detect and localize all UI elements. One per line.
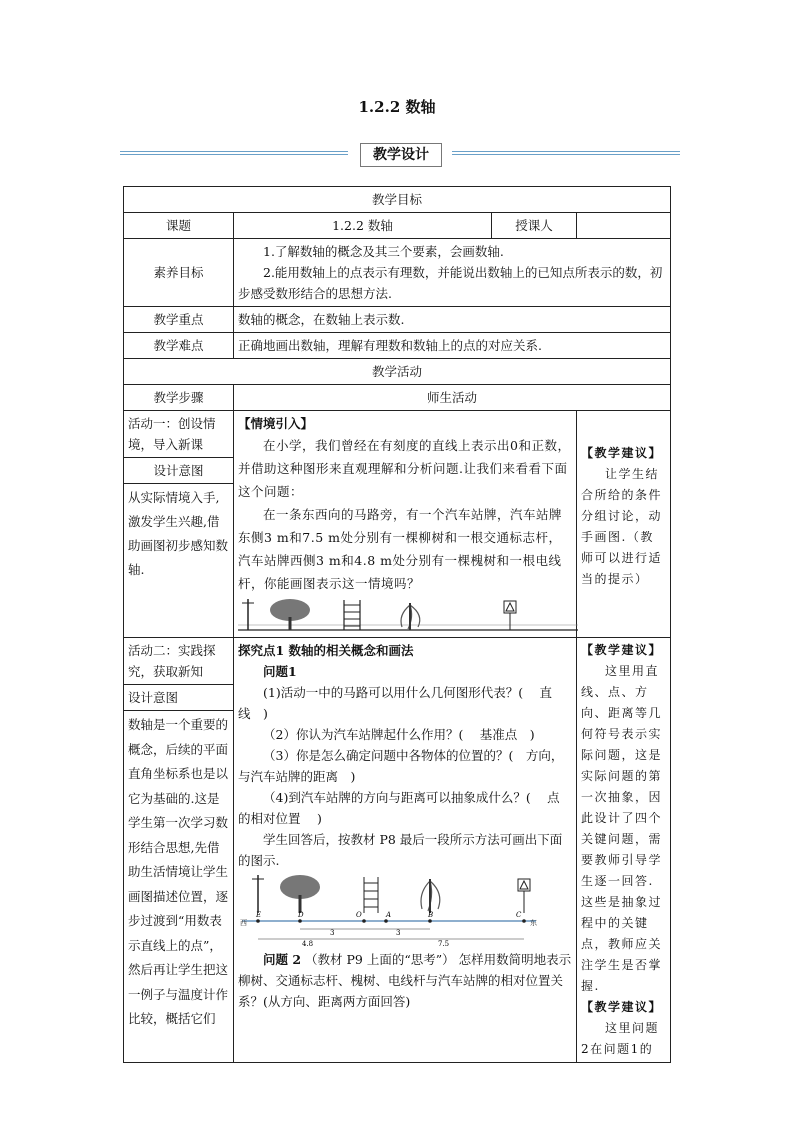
act1-intent: 从实际情境入手,激发学生兴趣,借助画图初步感知数轴. (128, 490, 229, 577)
point-e-dot (256, 919, 260, 923)
act1-paragraph-1: 在小学，我们曾经在有刻度的直线上表示出0和正数，并借助这种图形来直观理解和分析问题.让我们来看看下面这个问题： (238, 438, 571, 499)
act1-suggestion (577, 411, 671, 638)
point-o-dot (362, 919, 366, 923)
act2-content (234, 638, 577, 1063)
course-value: 1.2.2 数轴 (234, 213, 492, 239)
literacy-goal-1: 1.了解数轴的概念及其三个要素，会画数轴. (263, 244, 504, 259)
west-label: 西 (240, 919, 247, 927)
act1-label: 活动一：创设情境，导入新课 (124, 411, 233, 458)
act1-content (234, 411, 577, 638)
traffic-sign-pole-icon (344, 600, 360, 630)
utility-pole-icon (242, 599, 254, 630)
act2-suggestion-text: 这里用直线、点、方向、距离等几何符号表示实际问题，这是实际问题的第一次抽象，因此设计了四个关键问题，需要教师引导学生逐一回答.这些是抽象过程中的关键点，教师应关注学生是否掌握. (581, 664, 663, 993)
q2-text: （教材 P9 上面的“思考”） 怎样用数简明地表示柳树、交通标志杆、槐树、电线杆与汽车站牌的相对位置关系？(从方向、距离两方面回答) (238, 952, 572, 1009)
act2-label: 活动二：实践探究，获取新知 (124, 638, 233, 685)
act2-suggestion2-title: 【教学建议】 (581, 1000, 663, 1014)
act2-suggestion-title: 【教学建议】 (581, 643, 663, 657)
act2-explore-title: 探究点1 数轴的相关概念和画法 (238, 643, 414, 658)
road-scene-illustration (238, 597, 578, 633)
key-value: 数轴的概念，在数轴上表示数. (234, 307, 671, 333)
q1-item-2: （2）你认为汽车站牌起什么作用？( 基准点 ) (263, 727, 535, 742)
point-c-label: C (516, 911, 522, 919)
act1-suggestion-text: 让学生结合所给的条件分组讨论，动手画图.（教师可以进行适当的提示） (581, 467, 663, 586)
doc-title: 1.2.2 数轴 (358, 98, 436, 116)
point-d-dot (298, 919, 302, 923)
dim-3-right: 3 (396, 929, 401, 937)
goal-header: 教学目标 (124, 187, 671, 213)
q2-paragraph (238, 949, 572, 1012)
act2-left (124, 638, 234, 1063)
dim-3-left: 3 (330, 929, 335, 937)
act2-intent: 数轴是一个重要的概念，后续的平面直角坐标系也是以它为基础的.这是学生第一次学习数形结合思想,先借助生活情境让学生画图描述位置，逐步过渡到“用数表示直线上的点”，然后再让学生把这一例子与温度计作比较，概括它们 (128, 717, 229, 1026)
point-d-label: D (298, 911, 304, 919)
dim-7-5: 7.5 (438, 940, 450, 947)
q1-item-3: （3）你是怎么确定问题中各物体的位置的？( 方向，与汽车站牌的距离 ) (238, 748, 564, 784)
act1-design-label: 设计意图 (124, 458, 233, 484)
q1-title: 问题1 (263, 664, 297, 679)
literacy-goal-2: 2.能用数轴上的点表示有理数，并能说出数轴上的已知点所表示的数，初步感受数形结合的思想方法. (238, 265, 663, 301)
willow-tree-icon (421, 879, 440, 913)
teacher-student-label: 师生活动 (234, 385, 671, 411)
steps-label: 教学步骤 (124, 385, 234, 411)
dim-4-8: 4.8 (302, 940, 314, 947)
act1-suggestion-title: 【教学建议】 (581, 446, 663, 460)
point-a-dot (384, 919, 388, 923)
act2-design-label: 设计意图 (124, 685, 233, 711)
literacy-label: 素养目标 (124, 239, 234, 307)
q2-title: 问题 2 (263, 952, 302, 967)
pagoda-tree-icon (280, 875, 320, 913)
bus-stop-sign-icon (504, 601, 516, 630)
point-b-label: B (428, 911, 434, 919)
number-line-figure (238, 873, 538, 947)
point-a-label: A (386, 911, 392, 919)
willow-tree-icon (401, 603, 420, 630)
utility-pole-icon (252, 875, 264, 913)
act2-suggestion2-text: 这里问题2在问题1的 (581, 1021, 660, 1056)
difficulty-value: 正确地画出数轴，理解有理数和数轴上的点的对应关系. (234, 333, 671, 359)
point-o-label: O (356, 911, 362, 919)
q1-after: 学生回答后，按教材 P8 最后一段所示方法可画出下面的图示. (238, 832, 563, 868)
act1-heading: 【情境引入】 (238, 416, 314, 431)
point-b-dot (428, 919, 432, 923)
point-c-dot (522, 919, 526, 923)
difficulty-label: 教学难点 (124, 333, 234, 359)
activity-header: 教学活动 (124, 359, 671, 385)
banner (120, 143, 680, 165)
act1-left (124, 411, 234, 638)
point-e-label: E (256, 911, 262, 919)
bus-stop-sign-icon (518, 879, 530, 913)
east-label: 东 (530, 919, 537, 927)
lesson-table (123, 186, 671, 1063)
pagoda-tree-icon (270, 599, 310, 630)
act2-suggestion (577, 638, 671, 1063)
teacher-value (577, 213, 671, 239)
act1-paragraph-2: 在一条东西向的马路旁，有一个汽车站牌，汽车站牌东侧3 m和7.5 m处分别有一棵柳树和一根交通标志杆，汽车站牌西侧3 m和4.8 m处分别有一棵槐树和一根电线杆，你能画图表示这一情境吗？ (238, 507, 563, 591)
banner-tag: 教学设计 (360, 143, 442, 167)
key-label: 教学重点 (124, 307, 234, 333)
traffic-sign-pole-icon (364, 877, 378, 913)
course-label: 课题 (124, 213, 234, 239)
q1-item-4: （4)到汽车站牌的方向与距离可以抽象成什么？( 点的相对位置 ) (238, 790, 560, 826)
literacy-cell (234, 239, 671, 307)
teacher-label: 授课人 (492, 213, 577, 239)
q1-item-1: (1)活动一中的马路可以用什么几何图形代表？( 直线 ) (238, 685, 553, 721)
